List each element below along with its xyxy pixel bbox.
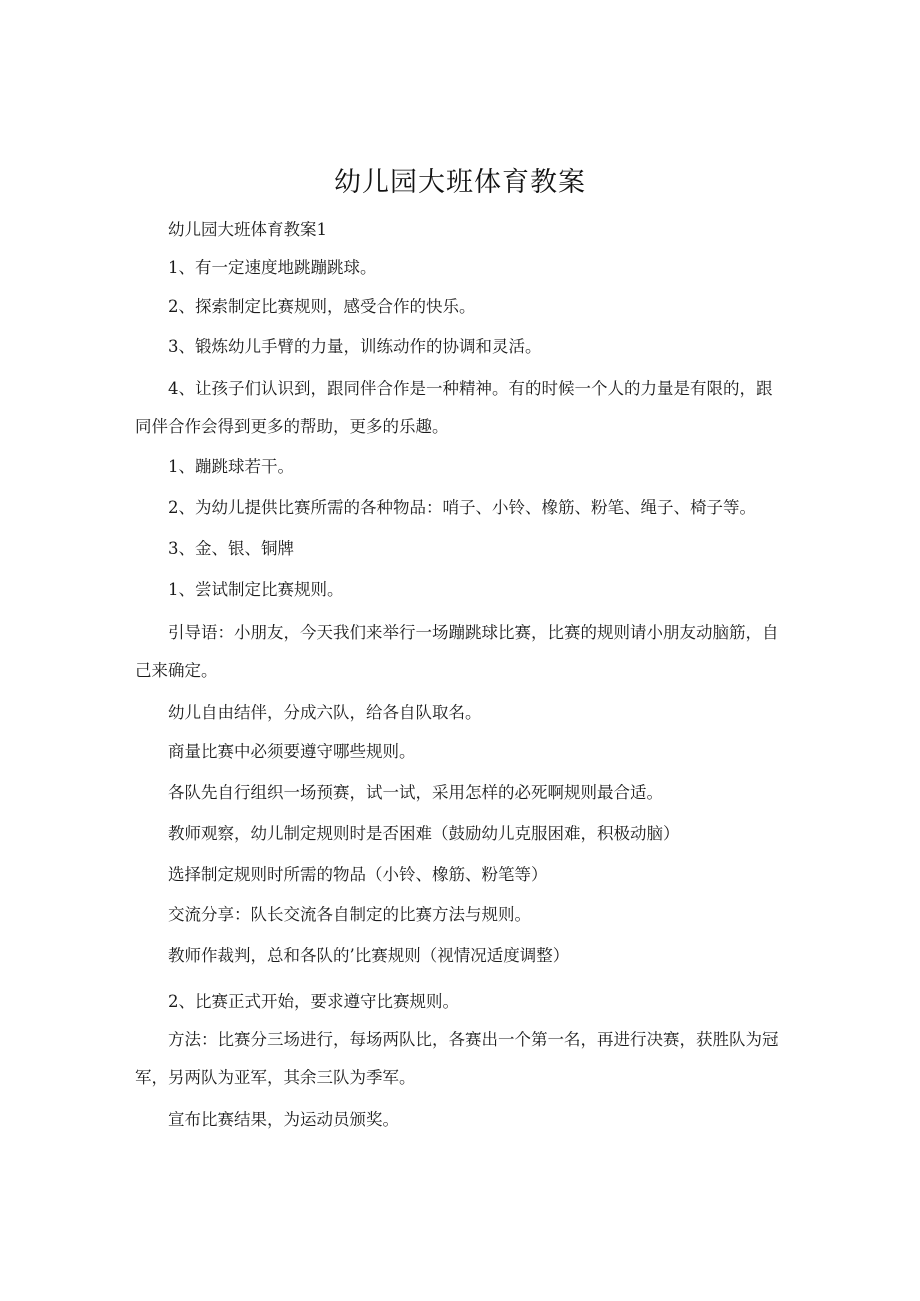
paragraph-prep-2: 2、为幼儿提供比赛所需的各种物品：哨子、小铃、橡筋、粉笔、绳子、椅子等。 <box>168 498 756 517</box>
paragraph-goal-3: 3、锻炼幼儿手臂的力量，训练动作的协调和灵活。 <box>168 337 542 356</box>
paragraph-goal-2: 2、探索制定比赛规则，感受合作的快乐。 <box>168 297 476 316</box>
paragraph-rules-discuss: 商量比赛中必须要遵守哪些规则。 <box>168 742 416 761</box>
paragraph-referee: 教师作裁判，总和各队的’比赛规则（视情况适度调整） <box>168 946 570 965</box>
paragraph-observe: 教师观察，幼儿制定规则时是否困难（鼓励幼儿克服困难，积极动脑） <box>168 824 680 843</box>
paragraph-goal-4: 4、让孩子们认识到，跟同伴合作是一种精神。有的时候一个人的力量是有限的，跟同伴合作会得到更多的帮助，更多的乐趣。 <box>135 379 773 436</box>
paragraph-goal-1: 1、有一定速度地跳蹦跳球。 <box>168 258 377 277</box>
paragraph-prep-3: 3、金、银、铜牌 <box>168 539 294 558</box>
paragraph-step-2: 2、比赛正式开始，要求遵守比赛规则。 <box>168 992 459 1011</box>
paragraph-method: 方法：比赛分三场进行，每场两队比，各赛出一个第一名，再进行决赛，获胜队为冠军，另两队为亚军，其余三队为季军。 <box>135 1030 779 1087</box>
paragraph-prep-1: 1、蹦跳球若干。 <box>168 457 294 476</box>
paragraph-pre-match: 各队先自行组织一场预赛，试一试，采用怎样的必死啊规则最合适。 <box>168 783 663 802</box>
paragraph-subtitle: 幼儿园大班体育教案1 <box>168 220 327 239</box>
paragraph-share: 交流分享：队长交流各自制定的比赛方法与规则。 <box>168 905 531 924</box>
paragraph-teams: 幼儿自由结伴，分成六队，给各自队取名。 <box>168 703 482 722</box>
paragraph-awards: 宣布比赛结果，为运动员颁奖。 <box>168 1110 399 1129</box>
paragraph-step-1: 1、尝试制定比赛规则。 <box>168 580 344 599</box>
document-title: 幼儿园大班体育教案 <box>334 167 586 198</box>
paragraph-items: 选择制定规则时所需的物品（小铃、橡筋、粉笔等） <box>168 865 548 884</box>
paragraph-intro: 引导语：小朋友，今天我们来举行一场蹦跳球比赛，比赛的规则请小朋友动脑筋，自己来确定。 <box>135 623 779 680</box>
